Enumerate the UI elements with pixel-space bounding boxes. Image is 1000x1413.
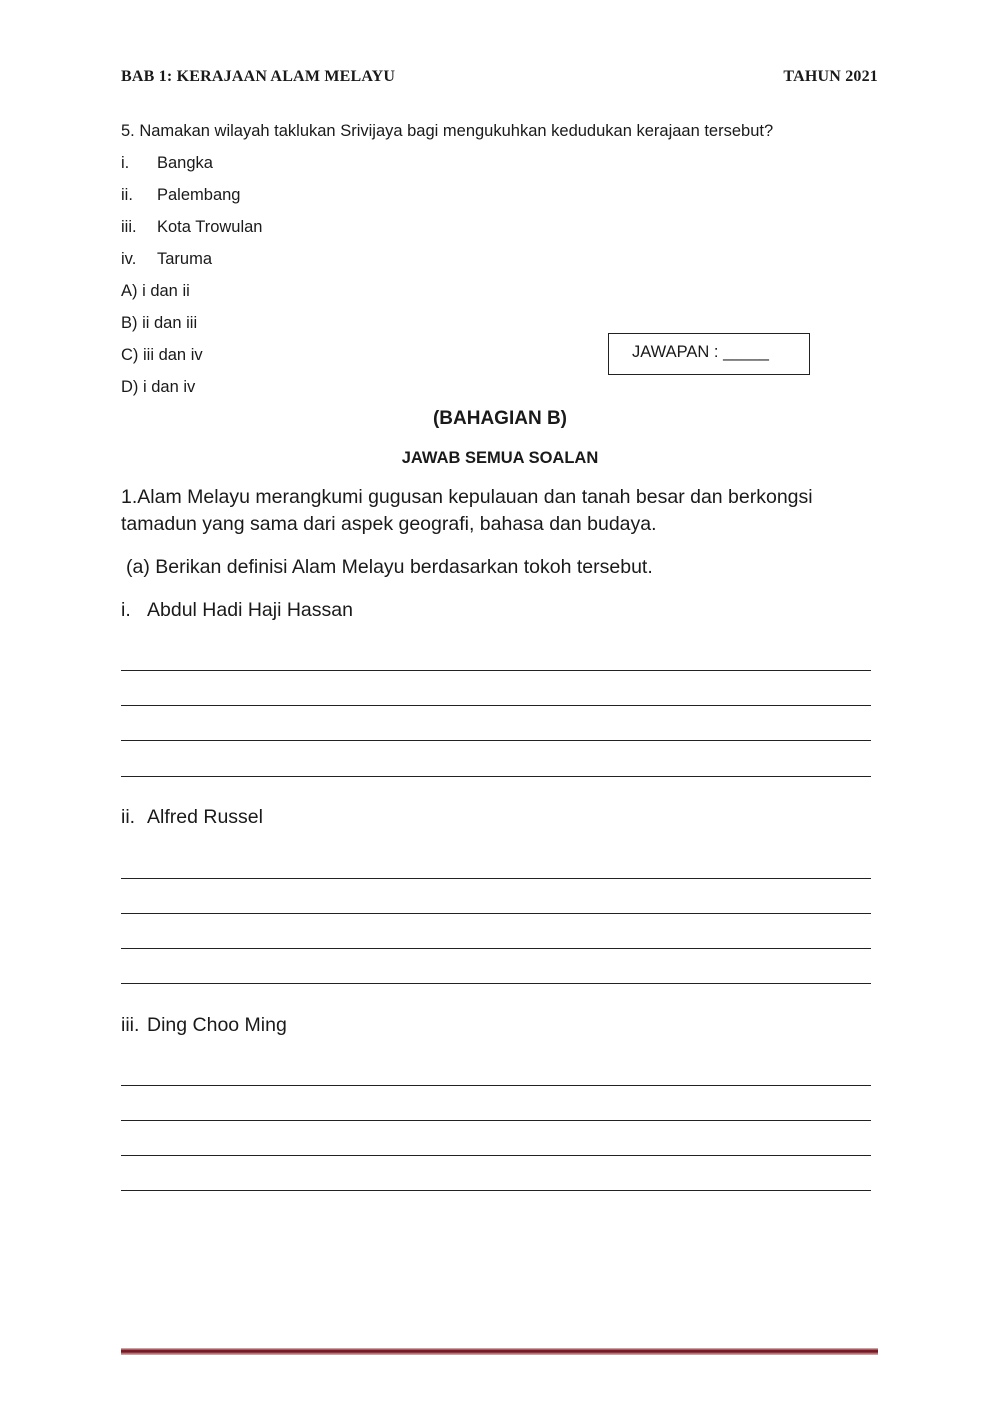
subpart-number: iii. [121,1014,140,1036]
list-item-text: Taruma [157,250,213,268]
answer-line[interactable] [121,1155,871,1156]
subpart-number: ii. [121,806,136,828]
header-year: TAHUN 2021 [783,68,878,85]
list-item-number: iii. [121,218,137,236]
answer-line[interactable] [121,913,871,914]
list-item [121,154,421,176]
option-c: C) iii dan iv [121,346,203,364]
option-a: A) i dan ii [121,282,190,300]
subpart-name: Alfred Russel [147,806,263,828]
question-1-line-1: 1.Alam Melayu merangkumi gugusan kepulauan dan tanah besar dan berkongsi [121,486,813,508]
question-5-text: 5. Namakan wilayah taklukan Srivijaya bagi mengukuhkan kedudukan kerajaan tersebut? [121,122,774,140]
answer-box-label: JAWAPAN : _____ [632,343,769,361]
list-item-text: Palembang [157,186,241,204]
option-d: D) i dan iv [121,378,196,396]
list-item-number: iv. [121,250,137,268]
subpart-heading [121,599,521,625]
list-item [121,218,421,240]
question-1-line-2: tamadun yang sama dari aspek geografi, bahasa dan budaya. [121,513,657,535]
header-title: BAB 1: KERAJAAN ALAM MELAYU [121,68,396,85]
option-b: B) ii dan iii [121,314,198,332]
subpart-heading [121,1014,521,1040]
answer-line[interactable] [121,670,871,671]
answer-line[interactable] [121,1120,871,1121]
answer-line[interactable] [121,740,871,741]
subpart-number: i. [121,599,131,621]
answer-box[interactable] [608,333,810,375]
subpart-name: Abdul Hadi Haji Hassan [147,599,353,621]
answer-line[interactable] [121,1085,871,1086]
footer-divider [121,1348,878,1355]
answer-line[interactable] [121,776,871,777]
subpart-heading [121,806,521,832]
list-item [121,186,421,208]
subpart-name: Ding Choo Ming [147,1014,287,1036]
question-1a-text: (a) Berikan definisi Alam Melayu berdasarkan tokoh tersebut. [126,556,653,578]
list-item-number: i. [121,154,130,172]
list-item-text: Kota Trowulan [157,218,263,236]
answer-line[interactable] [121,878,871,879]
section-title: (BAHAGIAN B) [432,408,568,429]
list-item [121,250,421,272]
answer-line[interactable] [121,705,871,706]
answer-line[interactable] [121,948,871,949]
answer-line[interactable] [121,983,871,984]
list-item-text: Bangka [157,154,213,172]
answer-line[interactable] [121,1190,871,1191]
section-instruction: JAWAB SEMUA SOALAN [401,449,599,467]
list-item-number: ii. [121,186,133,204]
